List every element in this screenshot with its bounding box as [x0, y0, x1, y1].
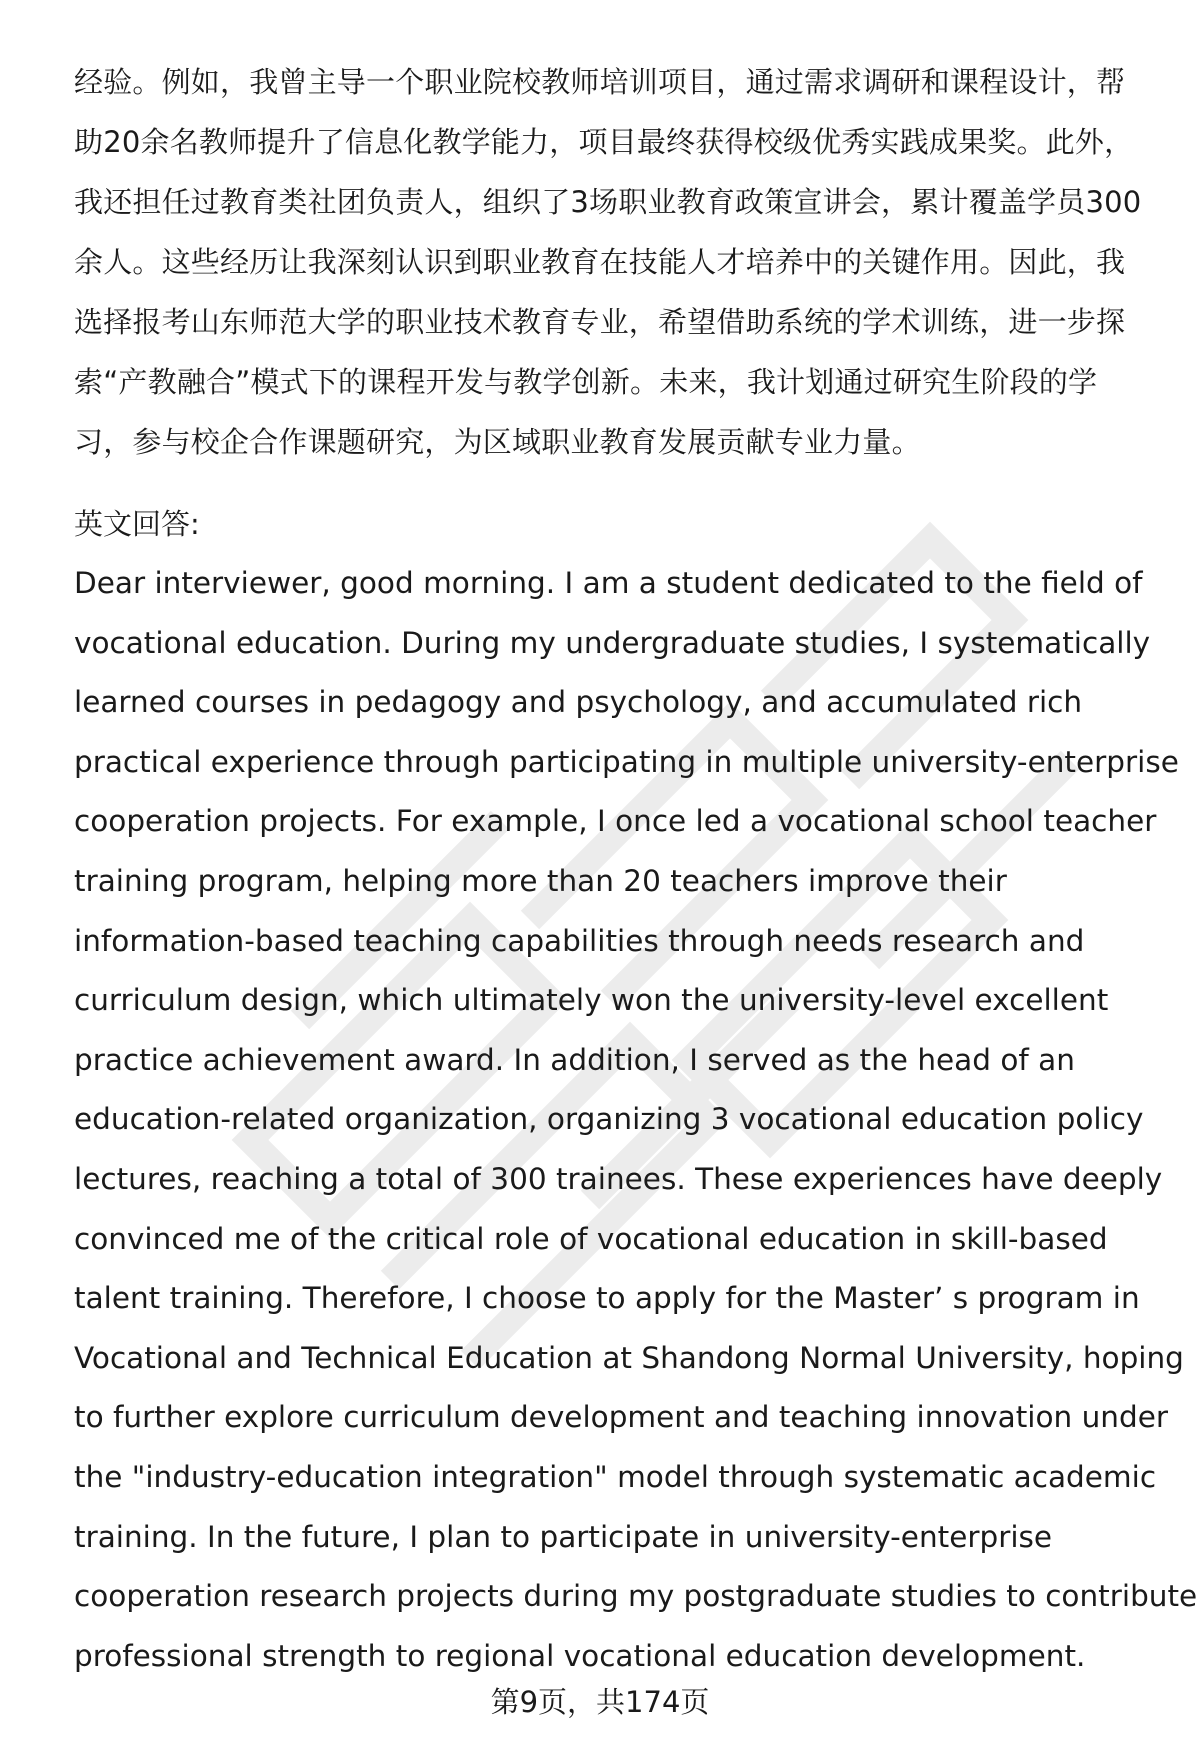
chinese-text-line: 我还担任过教育类社团负责人，组织了3场职业教育政策宣讲会，累计覆盖学员300 [74, 185, 1142, 219]
english-answer-section [74, 554, 1198, 1686]
english-text-line: the "industry-education integration" model through systematic academic [74, 1459, 1157, 1494]
document-page [74, 52, 1198, 1686]
english-answer-label: 英文回答: [74, 507, 200, 541]
english-text-line: practical experience through participating in multiple university-enterprise [74, 744, 1179, 779]
chinese-text-line: 助20余名教师提升了信息化教学能力，项目最终获得校级优秀实践成果奖。此外， [74, 125, 1134, 159]
english-text-line: Vocational and Technical Education at Shandong Normal University, hoping [74, 1340, 1184, 1375]
english-text-line: Dear interviewer, good morning. I am a student dedicated to the field of [74, 566, 1143, 600]
english-text-line: vocational education. During my undergraduate studies, I systematically [74, 625, 1151, 660]
chinese-answer-section [74, 52, 1154, 472]
english-text-line: professional strength to regional vocational education development. [74, 1638, 1086, 1673]
english-text-line: education-related organization, organizing 3 vocational education policy [74, 1102, 1144, 1137]
page-number-footer: 第9页，共174页 [490, 1685, 710, 1719]
english-text-line: practice achievement award. In addition, I served as the head of an [74, 1042, 1075, 1077]
english-text-line: talent training. Therefore, I choose to apply for the Master’ s program in [74, 1281, 1140, 1316]
chinese-text-line: 索“产教融合”模式下的课程开发与教学创新。未来，我计划通过研究生阶段的学 [74, 365, 1098, 399]
english-text-line: curriculum design, which ultimately won the university-level excellent [74, 983, 1109, 1018]
english-text-line: training program, helping more than 20 teachers improve their [74, 863, 1007, 898]
english-text-line: cooperation projects. For example, I once led a vocational school teacher [74, 804, 1157, 839]
english-text-line: cooperation research projects during my postgraduate studies to contribute [74, 1579, 1198, 1614]
english-text-line: learned courses in pedagogy and psychology, and accumulated rich [74, 685, 1083, 720]
chinese-text-line: 习，参与校企合作课题研究，为区域职业教育发展贡献专业力量。 [74, 425, 921, 459]
chinese-text-line: 选择报考山东师范大学的职业技术教育专业，希望借助系统的学术训练，进一步探 [74, 305, 1126, 339]
english-text-line: lectures, reaching a total of 300 trainees. These experiences have deeply [74, 1161, 1163, 1196]
english-text-line: to further explore curriculum development and teaching innovation under [74, 1400, 1168, 1435]
english-text-line: convinced me of the critical role of vocational education in skill-based [74, 1221, 1108, 1256]
english-text-line: information-based teaching capabilities through needs research and [74, 923, 1085, 958]
chinese-text-line: 经验。例如，我曾主导一个职业院校教师培训项目，通过需求调研和课程设计，帮 [74, 65, 1126, 99]
chinese-text-line: 余人。这些经历让我深刻认识到职业教育在技能人才培养中的关键作用。因此，我 [74, 245, 1126, 279]
english-text-line: training. In the future, I plan to participate in university-enterprise [74, 1519, 1053, 1554]
